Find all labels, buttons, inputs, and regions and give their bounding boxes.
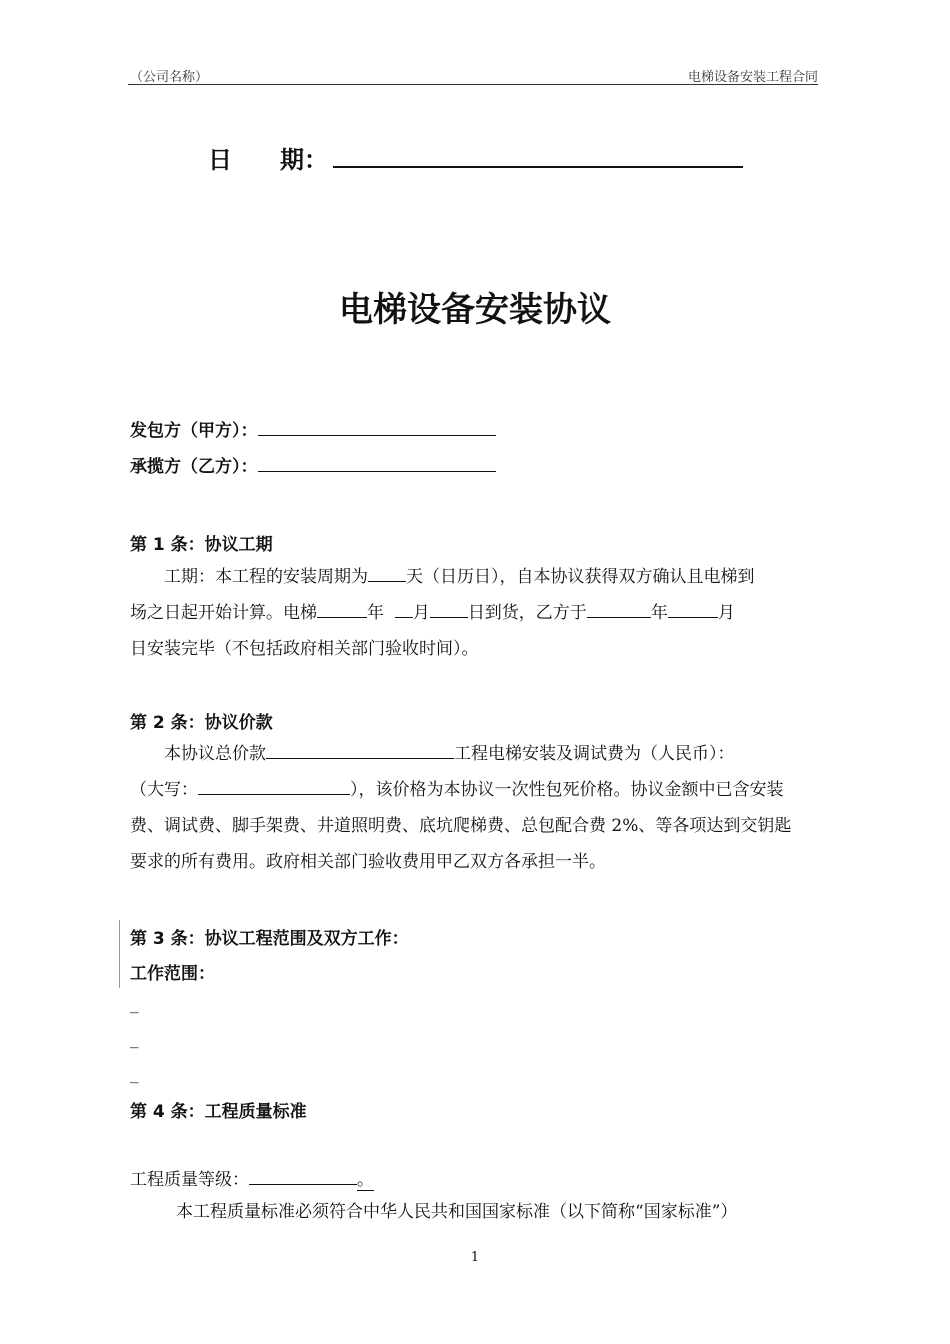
quality-grade-blank: [249, 1170, 357, 1185]
article-2-line-1: 本协议总价款 工程电梯安装及调试费为（人民币）：: [164, 744, 735, 764]
scope-item: _: [130, 1064, 139, 1084]
document-title: 电梯设备安装协议: [339, 290, 611, 330]
header-company-name: （公司名称）: [130, 70, 209, 85]
page-number: 1: [470, 1250, 480, 1265]
party-a-blank: [258, 421, 496, 436]
quality-standard-text: 本工程质量标准必须符合中华人民共和国国家标准（以下简称“国家标准”）: [176, 1202, 738, 1222]
scope-item: _: [130, 1029, 139, 1049]
date-fill-line: [333, 166, 743, 168]
date-label-b: 期：: [280, 146, 328, 174]
article-1-line-1: 工期：本工程的安装周期为 天（日历日），自本协议获得双方确认且电梯到: [164, 567, 755, 587]
date-label-a: 日: [208, 146, 232, 174]
article-4-heading: 第 4 条：工程质量标准: [130, 1102, 307, 1122]
article-2-heading: 第 2 条：协议价款: [130, 713, 273, 733]
work-scope-label: 工作范围：: [130, 964, 215, 984]
quality-grade-end: 。: [357, 1170, 374, 1190]
quality-grade-row: [130, 1165, 374, 1190]
article-1-line-3: 日安装完毕（不包括政府相关部门验收时间）。: [130, 639, 479, 659]
article-2-line-3: 费、调试费、脚手架费、井道照明费、底坑爬梯费、总包配合费 2%、等各项达到交钥匙: [130, 816, 792, 836]
article-1-line-2: 场之日起开始计算。电梯 年 月 日到货，乙方于 年 月: [130, 603, 735, 623]
party-a-row: [130, 416, 496, 441]
party-b-blank: [258, 457, 496, 472]
party-a-label: 发包方（甲方）：: [130, 421, 258, 441]
article-2-line-2: （大写： ），该价格为本协议一次性包死价格。协议金额中已含安装: [130, 780, 784, 800]
header-document-title: 电梯设备安装工程合同: [687, 70, 818, 85]
quality-grade-label: 工程质量等级：: [130, 1170, 249, 1190]
revision-bar: [119, 920, 120, 988]
header-divider: [128, 84, 818, 85]
article-2-body: [130, 736, 820, 880]
date-label: [208, 140, 328, 175]
party-b-row: [130, 452, 496, 477]
article-1-body: [130, 559, 820, 667]
article-3-heading: 第 3 条：协议工程范围及双方工作：: [130, 929, 409, 949]
scope-item: _: [130, 994, 139, 1014]
party-b-label: 承揽方（乙方）：: [130, 457, 258, 477]
article-2-line-4: 要求的所有费用。政府相关部门验收费用甲乙双方各承担一半。: [130, 852, 606, 872]
article-1-heading: 第 1 条：协议工期: [130, 535, 273, 555]
